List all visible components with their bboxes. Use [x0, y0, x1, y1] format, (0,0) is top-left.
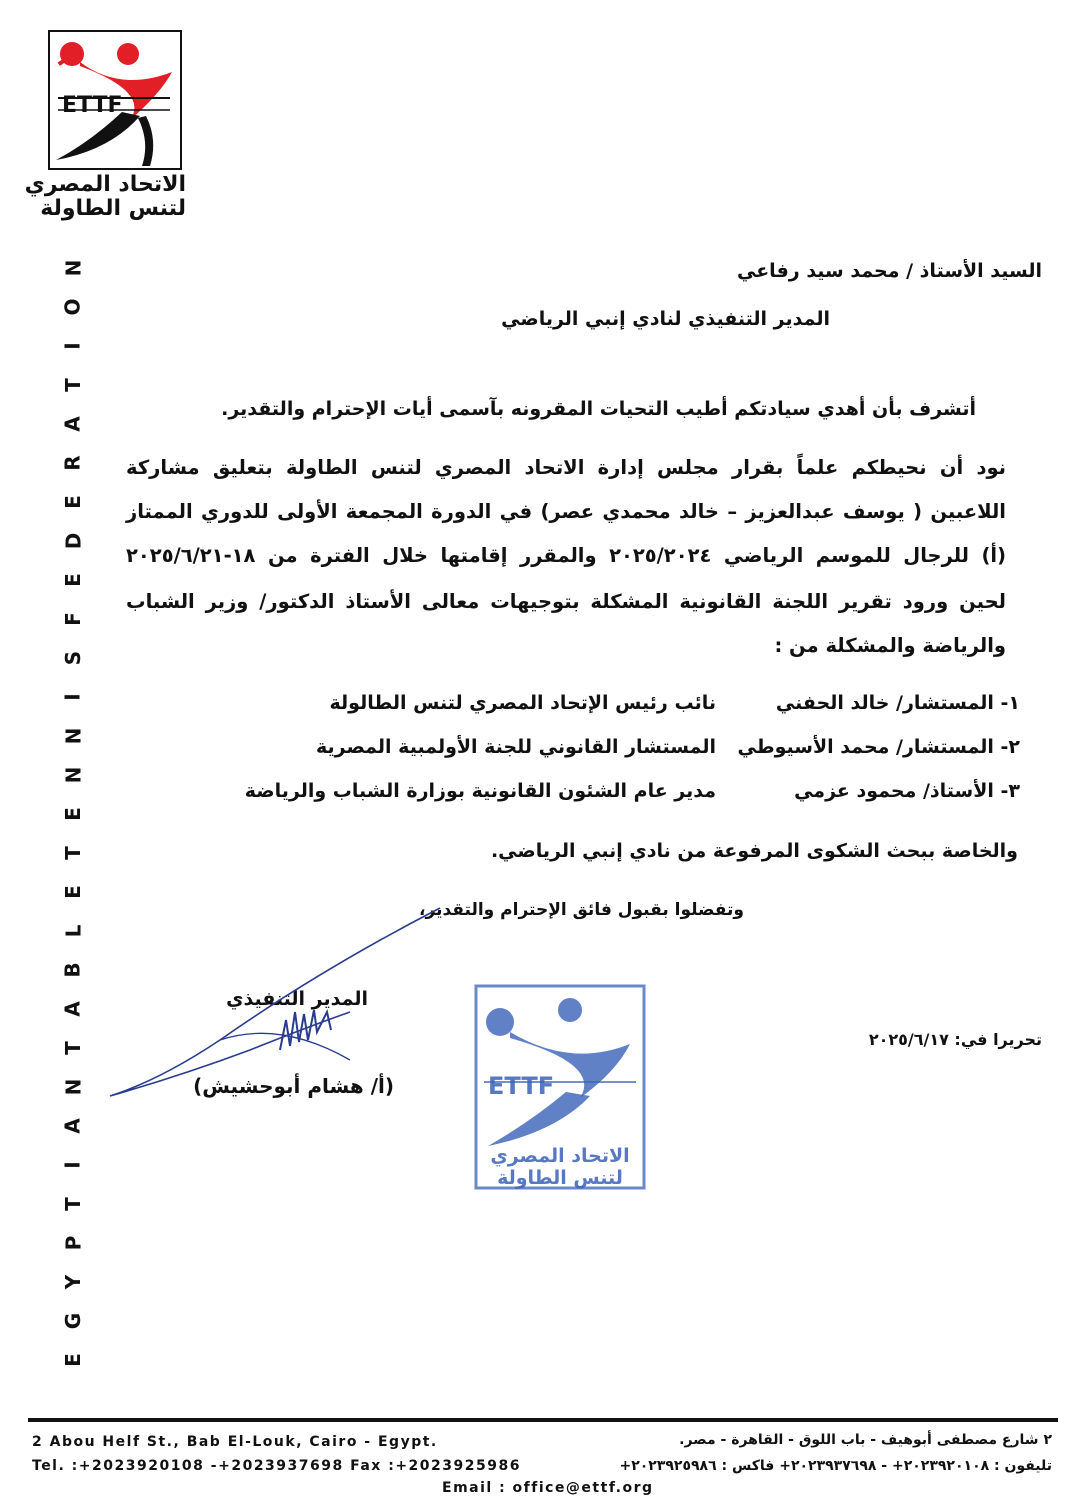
sidebar-letter: T — [61, 846, 85, 860]
sidebar-letter: E — [60, 573, 85, 587]
signature-scribble — [100, 900, 460, 1100]
stamp-abbrev: ETTF — [488, 1072, 555, 1100]
sidebar-letter: A — [60, 1001, 85, 1017]
sidebar-letter: Y — [60, 1274, 85, 1290]
federation-stamp — [470, 982, 650, 1192]
recipient-name: السيد الأستاذ / محمد سيد رفاعي — [736, 260, 1042, 282]
sidebar-letter: L — [61, 924, 85, 938]
committee-item: ٣- الأستاذ/ محمود عزمي — [794, 780, 1020, 802]
body-line: نود أن نحيطكم علماً بقرار مجلس إدارة الاتحاد المصري لتنس الطاولة بتعليق مشاركة — [126, 456, 1006, 479]
body-line: لحين ورود تقرير اللجنة القانونية المشكلة بتوجيهات معالى الأستاذ الدكتور/ وزير الشباب — [126, 590, 1006, 613]
recipient-title: المدير التنفيذي لنادي إنبي الرياضي — [501, 308, 830, 330]
footer-divider — [28, 1418, 1058, 1422]
sidebar-letter: N — [61, 727, 85, 745]
sidebar-letter: E — [60, 885, 85, 899]
sidebar-letter: N — [61, 259, 85, 277]
footer-address-ar: ٢ شارع مصطفى أبوهيف - باب اللوق - القاهرة - مصر. — [679, 1432, 1052, 1448]
sidebar-letter: R — [61, 455, 85, 471]
sidebar-letter: E — [60, 1353, 85, 1367]
committee-item: ٢- المستشار/ محمد الأسيوطي — [737, 736, 1020, 758]
sidebar-letter: N — [61, 1078, 85, 1096]
sidebar-letter: A — [60, 416, 85, 432]
body-line: والرياضة والمشكلة من : — [774, 634, 1006, 657]
sidebar-letter: D — [60, 532, 85, 550]
sidebar-letter: E — [60, 495, 85, 509]
stamp-logo-icon — [470, 982, 650, 1192]
sidebar-letter: T — [61, 1197, 85, 1211]
stamp-arabic-line1: الاتحاد المصري — [490, 1145, 630, 1167]
sidebar-letter: B — [61, 962, 85, 978]
sidebar-letter: F — [60, 612, 85, 626]
greeting: أتشرف بأن أهدي سيادتكم أطيب التحيات المقرونه بآسمى أيات الإحترام والتقدير. — [221, 398, 976, 420]
sidebar-letter: T — [61, 378, 85, 392]
sidebar-letter: N — [61, 766, 85, 784]
footer-address-en: 2 Abou Helf St., Bab El-Louk, Cairo - Egypt. — [32, 1434, 438, 1450]
logo-abbrev: ETTF — [62, 93, 123, 118]
sidebar-letter: I — [60, 342, 85, 350]
sidebar-letter: T — [61, 1041, 85, 1055]
sidebar-letter: I — [60, 693, 85, 701]
sidebar-letter: P — [60, 1235, 85, 1251]
sidebar-letter: G — [60, 1312, 85, 1330]
logo-arabic-line2: لتنس الطاولة — [40, 196, 186, 221]
logo-arabic-line1: الاتحاد المصري — [24, 172, 186, 197]
footer-phones-ar: تليفون : ٢٠٢٣٩٢٠١٠٨+ - ٢٠٢٣٩٣٧٦٩٨+ فاكس : ٢٠٢٣٩٢٥٩٨٦+ — [619, 1458, 1052, 1474]
footer-phones-en: Tel. :+2023920108 -+2023937698 Fax :+2023925986 — [32, 1458, 521, 1474]
signature-title: المدير التنفيذي — [226, 988, 368, 1010]
table-tennis-player-icon — [50, 32, 180, 168]
committee-item: ١- المستشار/ خالد الحفني — [775, 692, 1020, 714]
closing-line: وتفضلوا بقبول فائق الإحترام والتقدير، — [419, 900, 744, 920]
body-line: (أ) للرجال للموسم الرياضي ٢٠٢٥/٢٠٢٤ والمقرر إقامتها خلال الفترة من ١٨-٢٠٢٥/٦/٢١ — [126, 544, 1006, 567]
body-line: اللاعبين ( يوسف عبدالعزيز – خالد محمدي عصر) في الدورة المجمعة الأولى للدوري الممتاز — [126, 500, 1006, 523]
date-line: تحريرا في: ٢٠٢٥/٦/١٧ — [868, 1030, 1042, 1049]
sidebar-federation-text — [58, 258, 88, 1370]
stamp-arabic-line2: لتنس الطاولة — [497, 1167, 623, 1189]
sidebar-letter: E — [60, 807, 85, 821]
complaint-line: والخاصة ببحث الشكوى المرفوعة من نادي إنبي الرياضي. — [490, 840, 1018, 862]
committee-title: نائب رئيس الإتحاد المصري لتنس الطالولة — [329, 692, 716, 714]
federation-logo — [48, 30, 182, 170]
sidebar-letter: A — [60, 1118, 85, 1134]
committee-title: المستشار القانوني للجنة الأولمبية المصرية — [315, 736, 716, 758]
sidebar-letter: I — [60, 1161, 85, 1169]
sidebar-letter: S — [61, 650, 85, 666]
committee-title: مدير عام الشئون القانونية بوزارة الشباب والرياضة — [244, 780, 716, 802]
sidebar-letter: O — [60, 298, 85, 316]
signatory-name: (أ/ هشام أبوحشيش) — [193, 1074, 394, 1098]
footer-email[interactable]: Email : office@ettf.org — [442, 1480, 654, 1496]
